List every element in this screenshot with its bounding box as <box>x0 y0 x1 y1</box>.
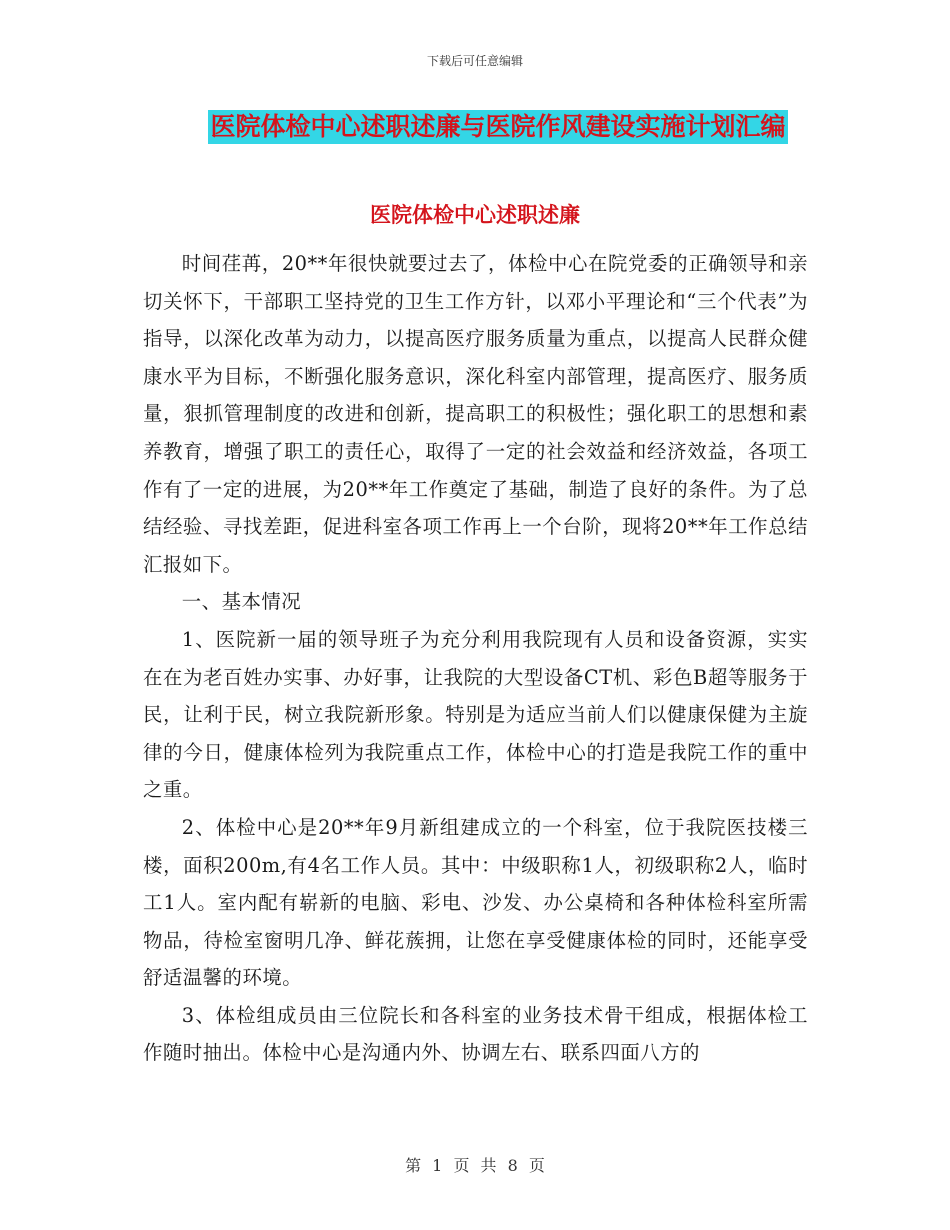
paragraph-item-3: 3、体检组成员由三位院长和各科室的业务技术骨干组成，根据体检工作随时抽出。体检中心是沟通内外、协调左右、联系四面八方的 <box>143 1003 808 1065</box>
page-footer-number: 第 1 页 共 8 页 <box>405 1156 545 1175</box>
page-header-note: 下载后可任意编辑 <box>426 54 523 68</box>
paragraph-intro: 时间荏苒，20**年很快就要过去了，体检中心在院党委的正确领导和亲切关怀下，干部职工坚持党的卫生工作方针，以邓小平理论和“三个代表”为指导，以深化改革为动力，以提高医疗服务质量为重点，以提高人民群众健康水平为目标，不断强化服务意识，深化科室内部管理，提高医疗、服务质量，狠抓管理制度的改进和创新，提高职工的积极性；强化职工的思想和素养教育，增强了职工的责任心，取得了一定的社会效益和经济效益，各项工作有了一定的进展，为20**年工作奠定了基础，制造了良好的条件。为了总结经验、寻找差距，促进科室各项工作再上一个台阶，现将20**年工作总结汇报如下。 <box>143 252 808 576</box>
document-title: 医院体检中心述职述廉与医院作风建设实施计划汇编 <box>208 110 787 144</box>
paragraph-item-2: 2、体检中心是20**年9月新组建成立的一个科室，位于我院医技楼三楼，面积200m,有4名工作人员。其中：中级职称1人，初级职称2人，临时工1人。室内配有崭新的电脑、彩电、沙发、办公桌椅和各种体检科室所需物品，待检室窗明几净、鲜花蔟拥，让您在享受健康体检的同时，还能享受舒适温馨的环境。 <box>143 815 808 990</box>
section-title: 医院体检中心述职述廉 <box>370 202 580 227</box>
document-body <box>143 245 808 1072</box>
paragraph-heading-basic: 一、基本情况 <box>181 590 302 614</box>
paragraph-item-1: 1、医院新一届的领导班子为充分利用我院现有人员和设备资源，实实在在为老百姓办实事、办好事，让我院的大型设备CT机、彩色B超等服务于民，让利于民，树立我院新形象。特别是为适应当前人们以健康保健为主旋律的今日，健康体检列为我院重点工作，体检中心的打造是我院工作的重中之重。 <box>143 627 808 802</box>
document-title-wrap <box>0 110 950 144</box>
